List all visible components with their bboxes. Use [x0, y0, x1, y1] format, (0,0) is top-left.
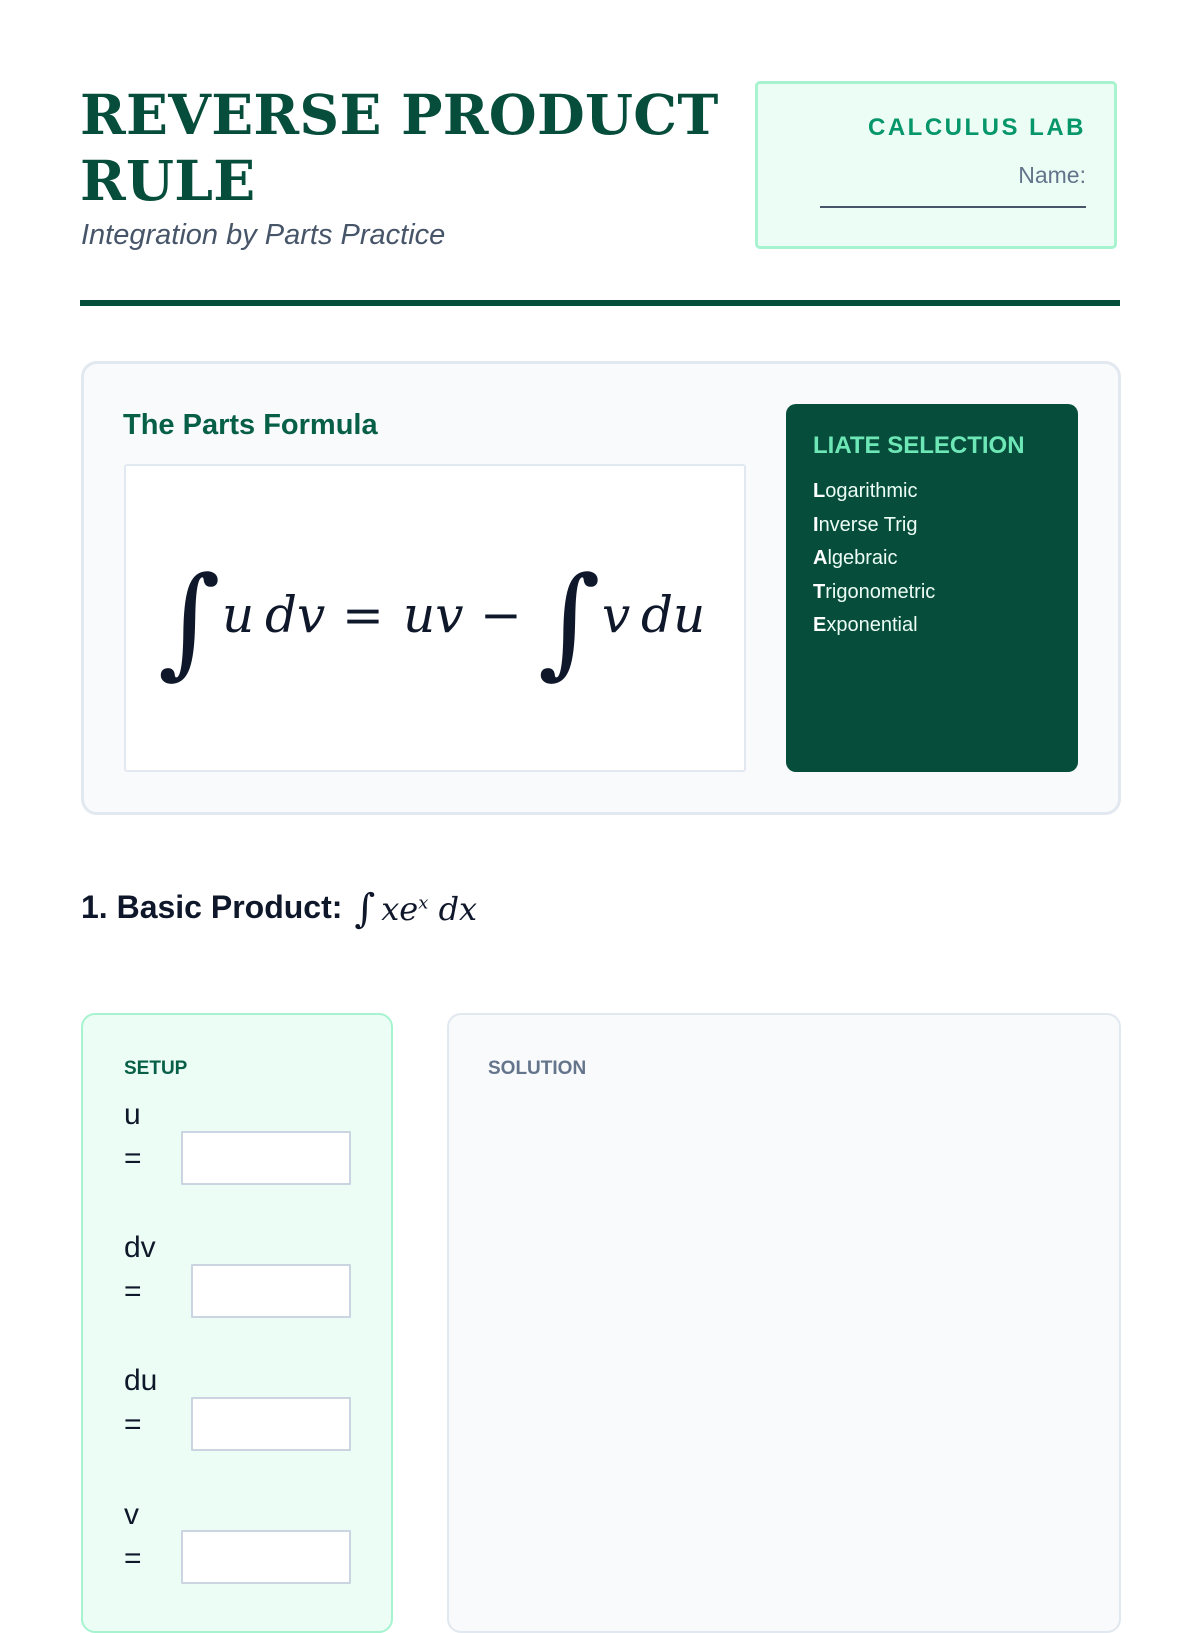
lab-name-box	[755, 81, 1117, 249]
svg-text:=: =	[342, 586, 384, 644]
svg-text:uv: uv	[403, 586, 464, 644]
liate-item-inverse-trig: Inverse Trig	[813, 513, 918, 536]
svg-text:dv: dv	[265, 586, 326, 644]
du-label: du =	[124, 1364, 158, 1441]
liate-item-exponential: Exponential	[813, 614, 918, 636]
integral-sign-icon: ∫	[538, 552, 601, 691]
liate-item-algebraic: Algebraic	[813, 547, 898, 569]
parts-formula	[126, 466, 744, 770]
solution-title: SOLUTION	[488, 1058, 587, 1079]
page-subtitle: Integration by Parts Practice	[81, 219, 446, 251]
problem-heading	[81, 884, 477, 930]
svg-text:v: v	[602, 586, 631, 644]
problem-integral: ∫ $xe^x$ dx	[354, 886, 478, 932]
v-label: v =	[124, 1498, 142, 1575]
page-title: REVERSE PRODUCT RULE	[80, 82, 719, 213]
dv-label: dv =	[124, 1231, 156, 1308]
header-divider	[80, 300, 1120, 306]
svg-text:du: du	[641, 586, 706, 644]
problem-label: 1. Basic Product:	[81, 888, 343, 925]
v-input[interactable]	[181, 1530, 351, 1584]
liate-item-trigonometric: Trigonometric	[813, 580, 936, 603]
name-label: Name:	[1018, 162, 1086, 188]
svg-text:−: −	[480, 586, 522, 644]
lab-title: CALCULUS LAB	[868, 114, 1086, 141]
name-write-line[interactable]	[820, 206, 1086, 208]
dv-input[interactable]	[191, 1264, 351, 1318]
u-label: u =	[124, 1098, 142, 1175]
setup-panel	[81, 1013, 393, 1633]
solution-panel[interactable]	[447, 1013, 1121, 1633]
setup-title: SETUP	[124, 1058, 188, 1079]
liate-title: LIATE SELECTION	[813, 432, 1025, 459]
integral-sign-icon: ∫	[158, 552, 221, 691]
liate-item-logarithmic: Logarithmic	[813, 480, 918, 502]
liate-panel	[786, 404, 1078, 772]
formula-display	[124, 464, 746, 772]
svg-text:u: u	[222, 586, 255, 644]
u-input[interactable]	[181, 1131, 351, 1185]
du-input[interactable]	[191, 1397, 351, 1451]
formula-heading: The Parts Formula	[123, 409, 378, 441]
